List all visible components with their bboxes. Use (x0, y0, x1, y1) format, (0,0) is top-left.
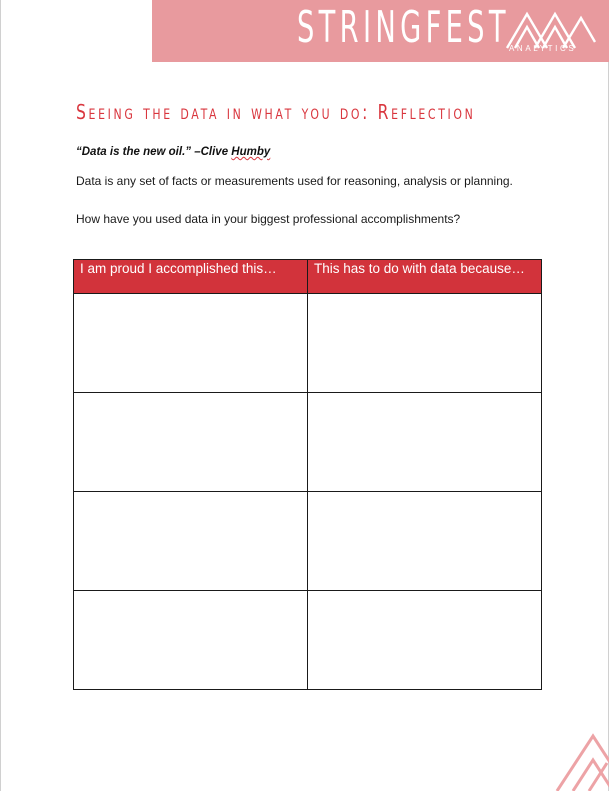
quote (76, 146, 270, 158)
table-row (74, 393, 542, 492)
table-cell-data-reason[interactable] (308, 294, 542, 393)
table-cell-accomplishment[interactable] (74, 591, 308, 690)
table-header-row (74, 260, 542, 294)
brand-name: STRINGFEST (297, 2, 510, 53)
definition-paragraph: Data is any set of facts or measurements used for reasoning, analysis or planning. (76, 174, 513, 188)
header-data-because: This has to do with data because… (308, 260, 542, 294)
quote-author-last: Humby (231, 146, 271, 158)
table-cell-data-reason[interactable] (308, 591, 542, 690)
table-cell-accomplishment[interactable] (74, 492, 308, 591)
table-row (74, 294, 542, 393)
table-row (74, 591, 542, 690)
table-cell-accomplishment[interactable] (74, 393, 308, 492)
table-cell-data-reason[interactable] (308, 492, 542, 591)
brand-logo (297, 4, 603, 58)
reflection-table (73, 259, 542, 690)
quote-text: “Data is the new oil.” –Clive (76, 146, 232, 158)
header-accomplished: I am proud I accomplished this… (74, 260, 308, 294)
table-cell-data-reason[interactable] (308, 393, 542, 492)
table-cell-accomplishment[interactable] (74, 294, 308, 393)
question-paragraph: How have you used data in your biggest professional accomplishments? (76, 212, 461, 226)
page-title: Seeing the data in what you do: Reflection (76, 100, 476, 124)
table-row (74, 492, 542, 591)
brand-subtitle: ANALYTICS (509, 44, 577, 53)
corner-peaks-decoration-icon (549, 722, 609, 791)
